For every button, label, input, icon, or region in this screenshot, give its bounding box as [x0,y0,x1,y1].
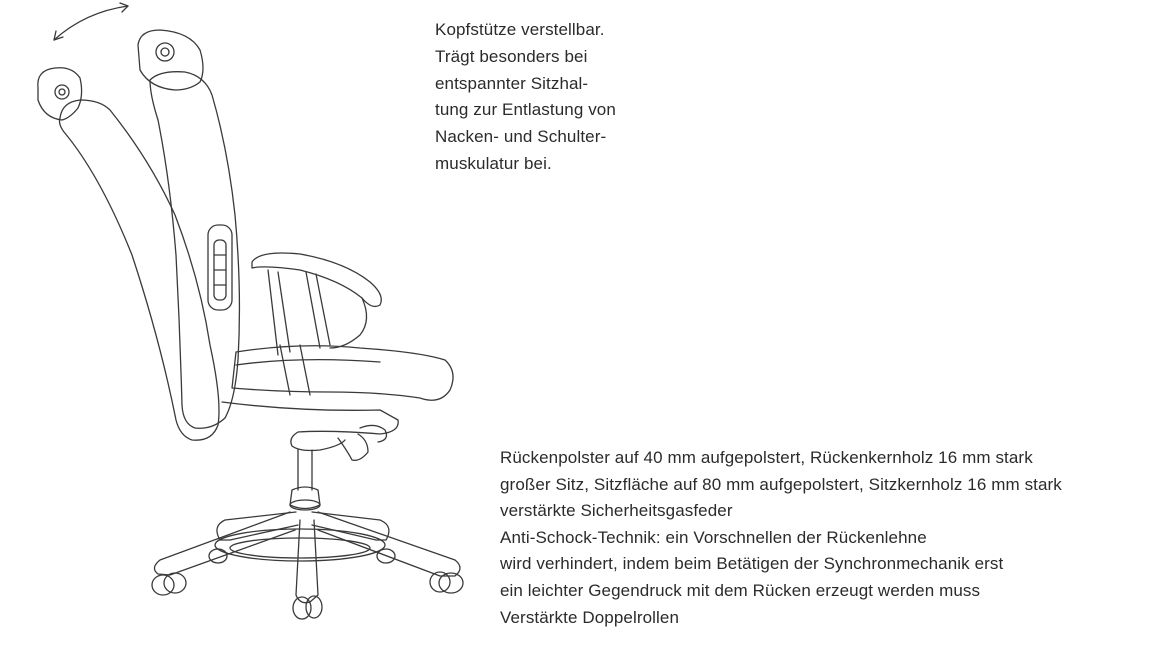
chair-illustration [0,0,480,650]
seat-cushion [232,345,453,400]
headrest-description [435,17,695,178]
headrest-line: tung zur Entlastung von [435,100,616,120]
seat-mechanism [222,402,398,460]
reclined-backrest [38,68,219,440]
feature-line: wird verhindert, indem beim Betätigen der Synchronmechanik erst [500,554,1004,574]
feature-line: Rückenpolster auf 40 mm aufgepolstert, Rückenkernholz 16 mm stark [500,448,1033,467]
headrest-line: Kopfstütze verstellbar. [435,20,605,39]
headrest-line: Nacken- und Schulter- [435,127,607,147]
headrest-line: muskulatur bei. [435,153,552,173]
chair-base [152,512,463,619]
gas-lift-column [290,450,320,510]
headrest-line: entspannter Sitzhal- [435,73,589,93]
feature-line: Anti-Schock-Technik: ein Vorschnellen der Rückenlehne [500,527,927,547]
caster-wheels [152,549,463,619]
armrest [252,253,381,355]
headrest-line: Trägt besonders bei [435,46,588,66]
office-chair-line-drawing [0,0,480,650]
feature-line: verstärkte Sicherheitsgasfeder [500,501,733,521]
feature-line: großer Sitz, Sitzfläche auf 80 mm aufgepolstert, Sitzkernholz 16 mm stark [500,474,1062,494]
upright-backrest [138,30,239,428]
feature-line: ein leichter Gegendruck mit dem Rücken erzeugt werden muss [500,580,981,600]
feature-line: Verstärkte Doppelrollen [500,607,680,627]
features-description [500,445,1145,631]
adjustment-arrow-icon [54,3,128,40]
